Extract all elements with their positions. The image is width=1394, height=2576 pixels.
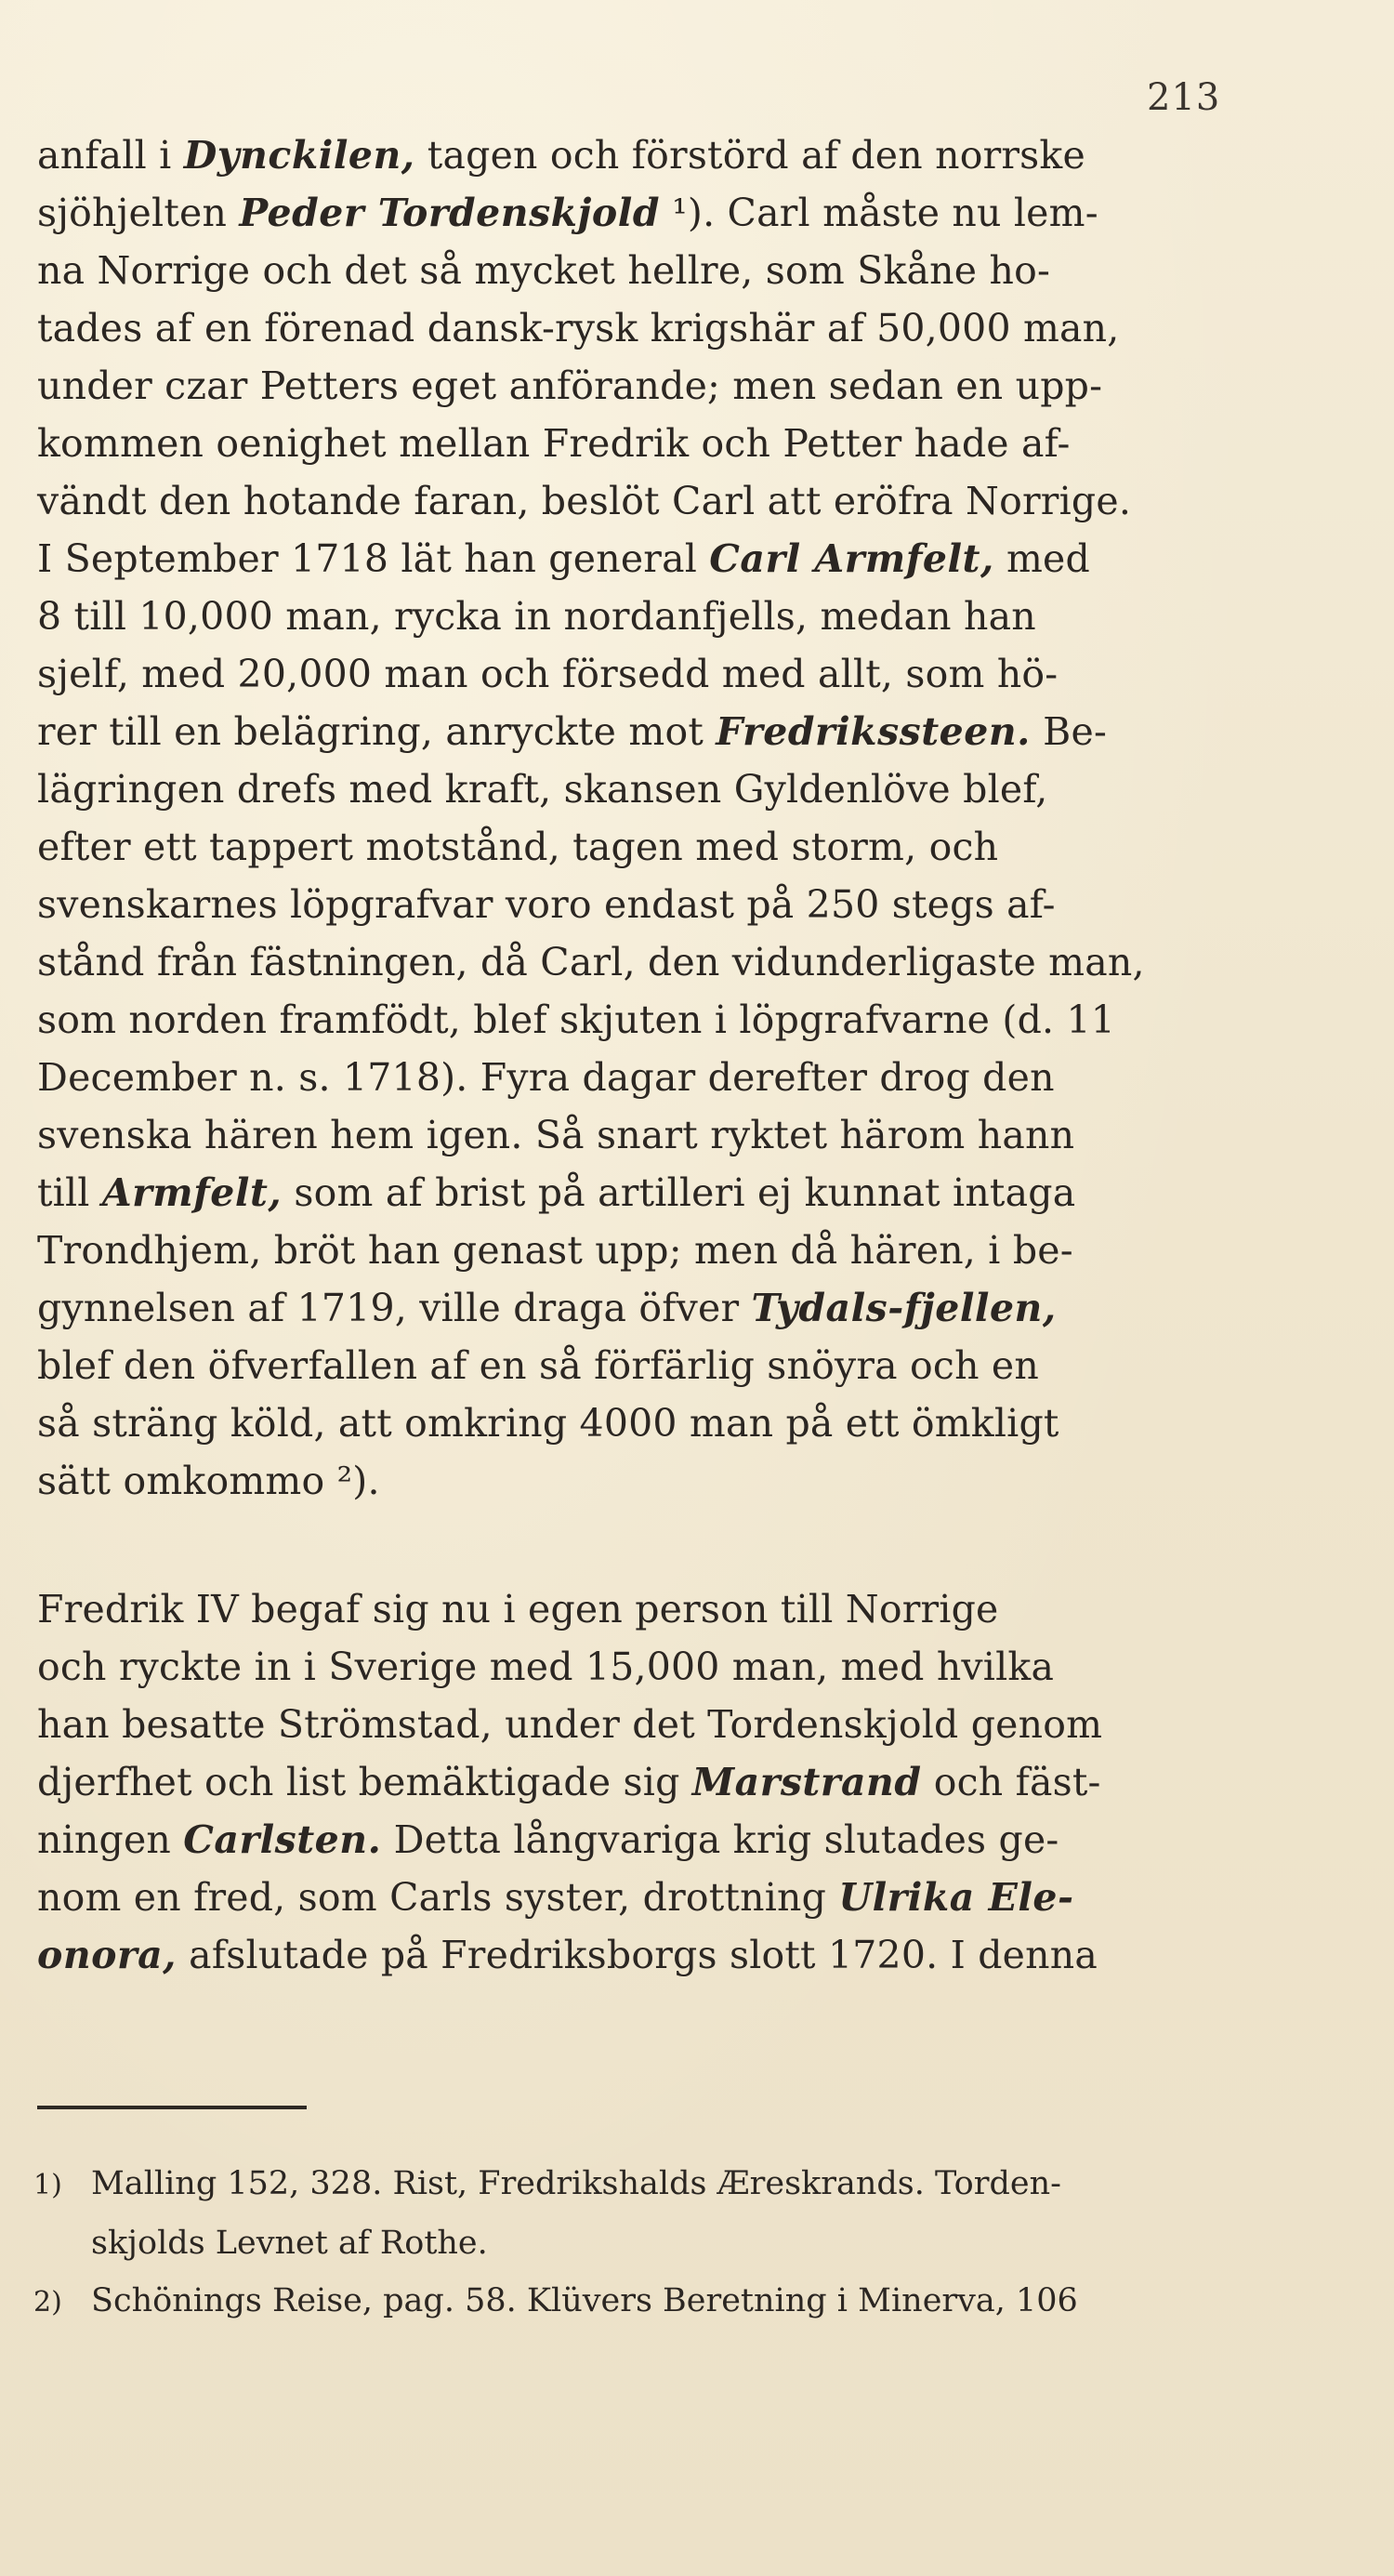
footnote-divider bbox=[37, 2106, 307, 2109]
italic-name: Armfelt, bbox=[101, 1170, 283, 1215]
footnote-text: skjolds Levnet af Rothe. bbox=[91, 2225, 488, 2262]
text-line-14: svenskarnes löpgrafvar voro endast på 250 stegs af- bbox=[37, 882, 1056, 927]
text-line-18: svenska hären hem igen. Så snart ryktet härom hann bbox=[37, 1113, 1075, 1157]
italic-name: onora, bbox=[37, 1933, 177, 1977]
text-line-26: och ryckte in i Sverige med 15,000 man, med hvilka bbox=[37, 1645, 1055, 1689]
text-line-15: stånd från fästningen, då Carl, den vidunderligaste man, bbox=[37, 940, 1145, 984]
text-line-29: ningen Carlsten. Detta långvariga krig slutades ge- bbox=[37, 1817, 1059, 1862]
text-line-24: sätt omkommo ²). bbox=[37, 1459, 380, 1503]
text-line-16: som norden framfödt, blef skjuten i löpgrafvarne (d. 11 bbox=[37, 997, 1116, 1042]
footnote-text: Schönings Reise, pag. 58. Klüvers Beretning i Minerva, 106 bbox=[91, 2282, 1078, 2319]
text-line-22: blef den öfverfallen af en så förfärlig snöyra och en bbox=[37, 1343, 1039, 1388]
text-line-13: efter ett tappert motstånd, tagen med storm, och bbox=[37, 825, 999, 869]
text-line-23: så sträng köld, att omkring 4000 man på ett ömkligt bbox=[37, 1401, 1059, 1446]
text-line-5: under czar Petters eget anförande; men sedan en upp- bbox=[37, 363, 1103, 408]
text-line-7: vändt den hotande faran, beslöt Carl att eröfra Norrige. bbox=[37, 479, 1132, 523]
text-line-6: kommen oenighet mellan Fredrik och Petter hade af- bbox=[37, 421, 1071, 466]
text-line-21: gynnelsen af 1719, ville draga öfver Tydals-fjellen, bbox=[37, 1286, 1057, 1330]
text-line-1: anfall i Dynckilen, tagen och förstörd af den norrske bbox=[37, 133, 1085, 178]
italic-name: Dynckilen, bbox=[183, 133, 415, 178]
body-text bbox=[37, 126, 1275, 1984]
text-line-10: sjelf, med 20,000 man och försedd med allt, som hö- bbox=[37, 652, 1059, 696]
text-line-3: na Norrige och det så mycket hellre, som Skåne ho- bbox=[37, 248, 1051, 293]
footnote-text: Malling 152, 328. Rist, Fredrikshalds Æreskrands. Torden- bbox=[91, 2165, 1061, 2202]
footnote-mark: 1) bbox=[33, 2169, 62, 2201]
italic-name: Ulrika Ele- bbox=[838, 1875, 1074, 1920]
footnote-mark: 2) bbox=[33, 2286, 62, 2318]
text-line-9: 8 till 10,000 man, rycka in nordanfjells, medan han bbox=[37, 594, 1036, 639]
italic-name: Carlsten. bbox=[183, 1817, 382, 1862]
footnote-1 bbox=[33, 2155, 1279, 2214]
text-line-8: I September 1718 lät han general Carl Armfelt, med bbox=[37, 536, 1090, 581]
text-line-28: djerfhet och list bemäktigade sig Marstrand och fäst- bbox=[37, 1760, 1101, 1804]
text-line-11: rer till en belägring, anryckte mot Fredrikssteen. Be- bbox=[37, 709, 1108, 754]
italic-name: Marstrand bbox=[691, 1760, 922, 1804]
text-line-12: lägringen drefs med kraft, skansen Gyldenlöve blef, bbox=[37, 767, 1048, 812]
page-number: 213 bbox=[1147, 76, 1221, 119]
italic-name: Peder Tordenskjold bbox=[239, 191, 660, 235]
text-line-25: Fredrik IV begaf sig nu i egen person till Norrige bbox=[37, 1587, 999, 1631]
text-line-27: han besatte Strömstad, under det Tordenskjold genom bbox=[37, 1702, 1103, 1747]
italic-name: Tydals-fjellen, bbox=[751, 1286, 1057, 1330]
footnote-2 bbox=[33, 2272, 1279, 2332]
text-line-31: onora, afslutade på Fredriksborgs slott 1720. I denna bbox=[37, 1933, 1098, 1977]
text-line-20: Trondhjem, bröt han genast upp; men då hären, i be- bbox=[37, 1228, 1073, 1273]
text-line-2: sjöhjelten Peder Tordenskjold ¹). Carl måste nu lem- bbox=[37, 191, 1098, 235]
italic-name: Fredrikssteen. bbox=[716, 709, 1031, 754]
italic-name: Carl Armfelt, bbox=[709, 536, 994, 581]
text-line-4: tades af en förenad dansk-rysk krigshär af 50,000 man, bbox=[37, 306, 1120, 350]
footnotes bbox=[33, 2155, 1279, 2332]
text-line-17: December n. s. 1718). Fyra dagar derefter drog den bbox=[37, 1055, 1055, 1100]
text-line-30: nom en fred, som Carls syster, drottning Ulrika Ele- bbox=[37, 1875, 1074, 1920]
footnote-1-continued bbox=[33, 2214, 1279, 2272]
text-line-19: till Armfelt, som af brist på artilleri ej kunnat intaga bbox=[37, 1170, 1076, 1215]
